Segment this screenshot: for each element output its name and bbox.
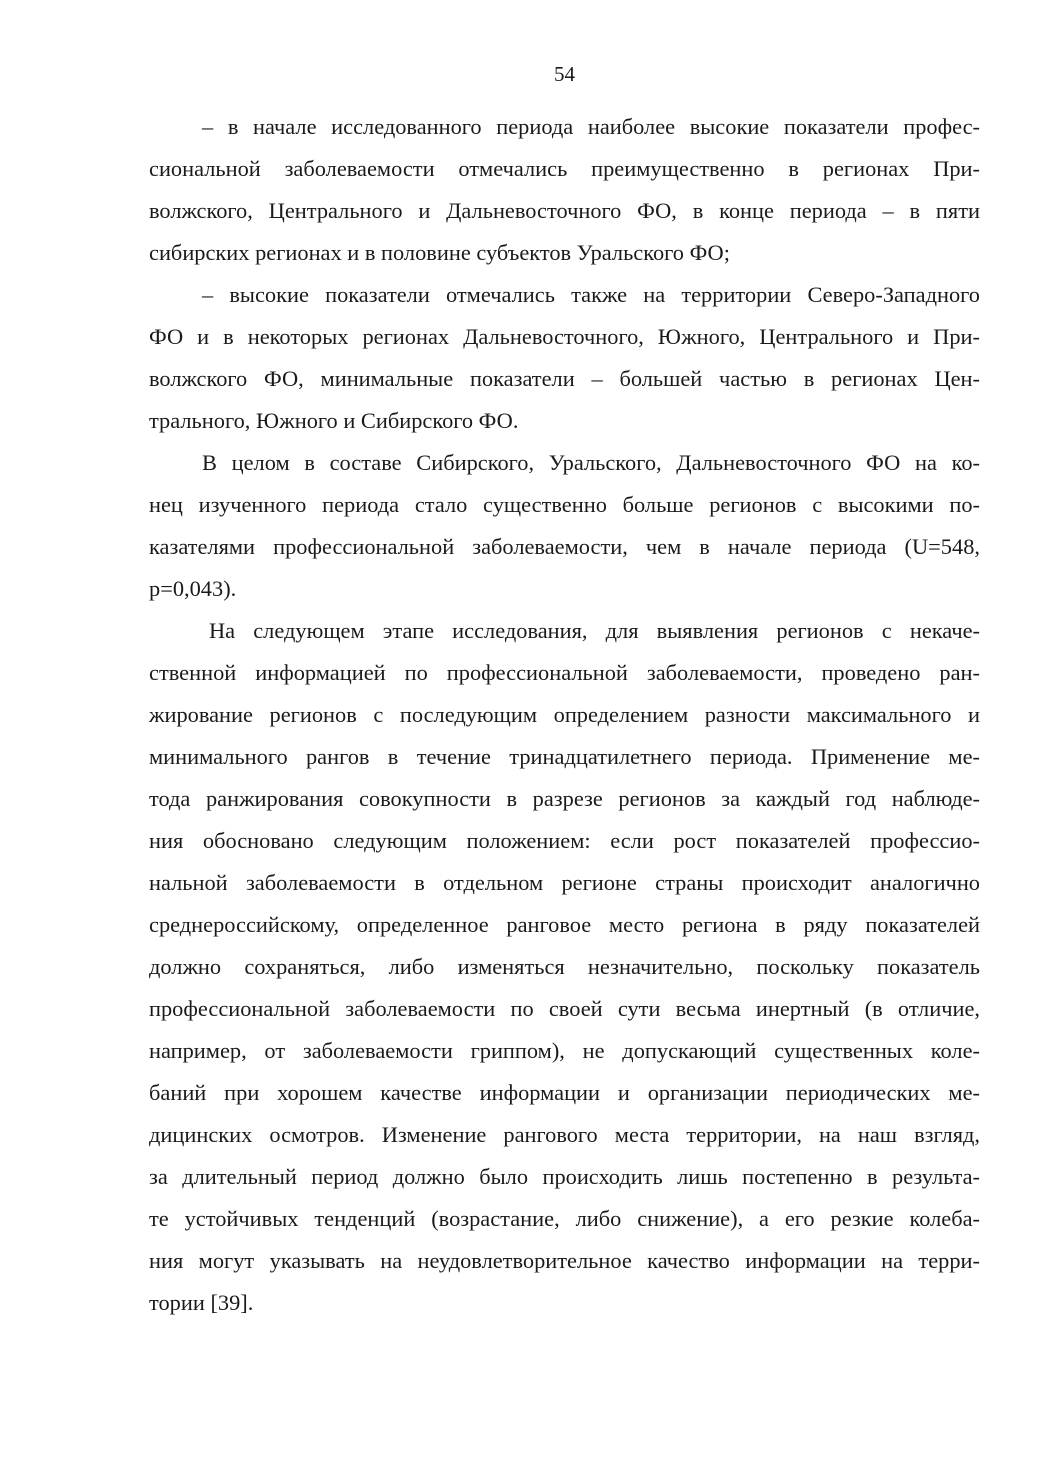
paragraph-3 (149, 442, 980, 610)
text-line: В целом в составе Сибирского, Уральского, Дальневосточного ФО на ко- (202, 450, 980, 475)
text-line: ственной информацией по профессиональной заболеваемости, проведено ран- (149, 660, 980, 685)
text-line: например, от заболеваемости гриппом), не допускающий существенных коле- (149, 1038, 980, 1063)
text-line: жирование регионов с последующим определением разности максимального и (149, 702, 980, 727)
text-line: должно сохраняться, либо изменяться незначительно, поскольку показатель (149, 954, 980, 979)
text-line: те устойчивых тенденций (возрастание, либо снижение), а его резкие колеба- (149, 1206, 980, 1231)
paragraph-2 (149, 274, 980, 442)
text-line: минимального рангов в течение тринадцатилетнего периода. Применение ме- (149, 744, 980, 769)
page-number: 54 (554, 62, 575, 86)
text-line: p=0,043). (149, 576, 237, 601)
text-line: волжского, Центрального и Дальневосточного ФО, в конце периода – в пяти (149, 198, 980, 223)
text-line: ФО и в некоторых регионах Дальневосточного, Южного, Центрального и При- (149, 324, 980, 349)
text-line: баний при хорошем качестве информации и организации периодических ме- (149, 1080, 980, 1105)
text-line: ния обосновано следующим положением: если рост показателей профессио- (149, 828, 980, 853)
text-line: за длительный период должно было происходить лишь постепенно в результа- (149, 1164, 980, 1189)
text-line: казателями профессиональной заболеваемости, чем в начале периода (U=548, (149, 534, 980, 559)
text-line: сибирских регионах и в половине субъектов Уральского ФО; (149, 240, 730, 265)
text-line: сиональной заболеваемости отмечались преимущественно в регионах При- (149, 156, 980, 181)
text-line: ния могут указывать на неудовлетворительное качество информации на терри- (149, 1248, 980, 1273)
text-line: дицинских осмотров. Изменение рангового места территории, на наш взгляд, (149, 1122, 980, 1147)
text-line: нец изученного периода стало существенно больше регионов с высокими по- (149, 492, 980, 517)
text-line: На следующем этапе исследования, для выявления регионов с некаче- (209, 618, 980, 643)
text-line: среднероссийскому, определенное ранговое место региона в ряду показателей (149, 912, 980, 937)
text-line: – высокие показатели отмечались также на территории Северо-Западного (202, 282, 980, 307)
paragraph-1 (149, 106, 980, 274)
text-line: тории [39]. (149, 1290, 254, 1315)
text-line: профессиональной заболеваемости по своей сути весьма инертный (в отличие, (149, 996, 980, 1021)
body-text (149, 106, 980, 1324)
paragraph-4 (149, 610, 980, 1324)
text-line: – в начале исследованного периода наиболее высокие показатели профес- (202, 114, 980, 139)
text-line: волжского ФО, минимальные показатели – большей частью в регионах Цен- (149, 366, 980, 391)
text-line: трального, Южного и Сибирского ФО. (149, 408, 519, 433)
text-line: тода ранжирования совокупности в разрезе регионов за каждый год наблюде- (149, 786, 980, 811)
text-line: нальной заболеваемости в отдельном регионе страны происходит аналогично (149, 870, 980, 895)
